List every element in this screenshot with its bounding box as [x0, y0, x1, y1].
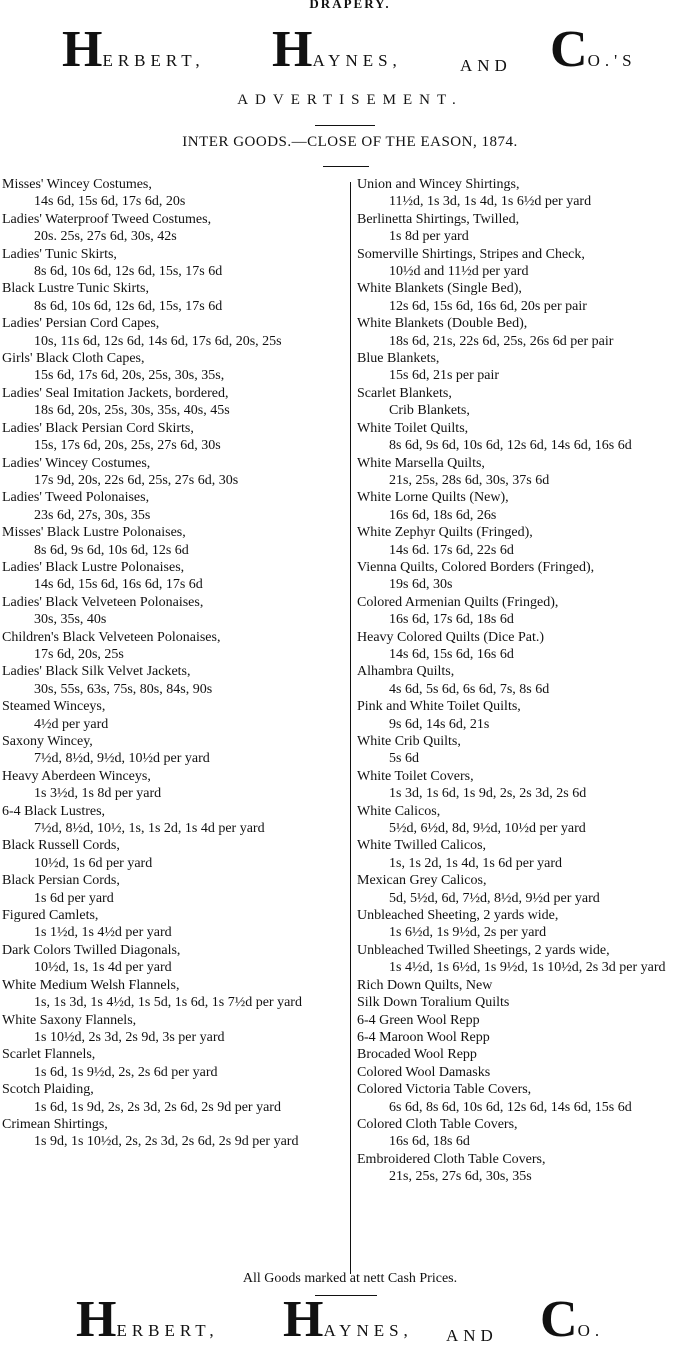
firm-word-4: CO.'S — [550, 21, 637, 78]
item-prices: 14s 6d, 15s 6d, 16s 6d — [389, 646, 514, 662]
item-name: Ladies' Tunic Skirts, — [2, 246, 117, 262]
item-name: Black Persian Cords, — [2, 873, 120, 889]
price-list-item — [357, 698, 700, 733]
item-name: Unbleached Twilled Sheetings, 2 yards wide, — [357, 942, 610, 958]
left-price-column — [2, 176, 348, 1151]
price-list-item — [357, 594, 700, 629]
item-name: White Twilled Calicos, — [357, 838, 487, 854]
firm-footer — [0, 1292, 700, 1356]
column-divider — [350, 182, 351, 1274]
price-list-item — [357, 1029, 700, 1046]
item-prices: 1s 6d, 1s 9d, 2s, 2s 3d, 2s 6d, 2s 9d per yard — [34, 1099, 281, 1115]
price-list-item — [2, 663, 348, 698]
firm-footer-word-3: AND — [446, 1326, 498, 1345]
item-name: Silk Down Toralium Quilts — [357, 995, 510, 1011]
item-name: White Toilet Quilts, — [357, 420, 469, 436]
firm-footer-word-1: HERBERT, — [76, 1291, 219, 1348]
item-prices: 8s 6d, 10s 6d, 12s 6d, 15s, 17s 6d — [34, 298, 223, 314]
firm-header — [0, 22, 700, 86]
item-name: Mexican Grey Calicos, — [357, 873, 487, 889]
title-rule — [315, 125, 375, 126]
price-list-item — [357, 489, 700, 524]
item-name: Berlinetta Shirtings, Twilled, — [357, 211, 520, 227]
item-prices: 20s. 25s, 27s 6d, 30s, 42s — [34, 229, 177, 245]
item-name: Vienna Quilts, Colored Borders (Fringed), — [357, 559, 595, 575]
price-list-item — [2, 768, 348, 803]
item-name: Embroidered Cloth Table Covers, — [357, 1151, 546, 1167]
item-name: Blue Blankets, — [357, 351, 440, 367]
item-prices: 14s 6d, 15s 6d, 17s 6d, 20s — [34, 194, 186, 210]
price-list-item — [357, 1081, 700, 1116]
firm-footer-word-4: CO. — [540, 1291, 605, 1348]
price-list-item — [2, 176, 348, 211]
item-name: Pink and White Toilet Quilts, — [357, 699, 521, 715]
item-name: Saxony Wincey, — [2, 734, 93, 749]
item-name: Somerville Shirtings, Stripes and Check, — [357, 246, 585, 262]
item-name: Alhambra Quilts, — [357, 664, 455, 680]
price-list-item — [357, 733, 700, 768]
price-list-item — [2, 211, 348, 246]
item-prices: 15s, 17s 6d, 20s, 25s, 27s 6d, 30s — [34, 438, 221, 454]
item-prices: 10s, 11s 6d, 12s 6d, 14s 6d, 17s 6d, 20s, 25s — [34, 333, 282, 349]
price-list-item — [2, 1116, 348, 1151]
price-list-item — [357, 385, 700, 420]
item-name: Scarlet Blankets, — [357, 385, 452, 401]
price-list-item — [357, 803, 700, 838]
item-prices: 17s 9d, 20s, 22s 6d, 25s, 27s 6d, 30s — [34, 472, 239, 488]
price-list-item — [2, 559, 348, 594]
item-name: Rich Down Quilts, New — [357, 977, 493, 993]
item-prices: 8s 6d, 9s 6d, 10s 6d, 12s 6d — [34, 542, 189, 558]
item-name: White Calicos, — [357, 803, 441, 819]
item-prices: 21s, 25s, 28s 6d, 30s, 37s 6d — [389, 472, 550, 488]
price-list-item — [2, 350, 348, 385]
item-name: Colored Cloth Table Covers, — [357, 1116, 518, 1132]
item-prices: 30s, 35s, 40s — [34, 612, 107, 628]
price-list-item — [2, 837, 348, 872]
item-name: Girls' Black Cloth Capes, — [2, 351, 145, 367]
price-list-item — [2, 803, 348, 838]
item-prices: 8s 6d, 9s 6d, 10s 6d, 12s 6d, 14s 6d, 16s 6d — [389, 438, 632, 454]
item-name: Scarlet Flannels, — [2, 1047, 96, 1063]
price-list-item — [2, 280, 348, 315]
item-name: Ladies' Waterproof Tweed Costumes, — [2, 211, 212, 227]
item-name: Colored Victoria Table Covers, — [357, 1082, 532, 1098]
item-name: Unbleached Sheeting, 2 yards wide, — [357, 908, 559, 924]
item-name: Ladies' Seal Imitation Jackets, bordered, — [2, 385, 229, 401]
item-prices: 19s 6d, 30s — [389, 577, 453, 593]
price-list-item — [357, 1151, 700, 1186]
price-list-item — [357, 994, 700, 1011]
footer-note: All Goods marked at nett Cash Prices. — [242, 1271, 458, 1286]
price-list-item — [357, 420, 700, 455]
item-prices: 16s 6d, 18s 6d — [389, 1134, 470, 1150]
price-list-item — [2, 629, 348, 664]
item-name: Colored Armenian Quilts (Fringed), — [357, 594, 559, 610]
item-name: Ladies' Tweed Polonaises, — [2, 490, 150, 506]
price-list-item — [357, 977, 700, 994]
item-prices: 10½d, 1s 6d per yard — [34, 855, 153, 871]
price-list-item — [357, 559, 700, 594]
item-prices: 6s 6d, 8s 6d, 10s 6d, 12s 6d, 14s 6d, 15s 6d — [389, 1099, 632, 1115]
advert-title: ADVERTISEMENT. — [237, 92, 463, 108]
item-prices: 15s 6d, 21s per pair — [389, 368, 500, 384]
price-list-item — [2, 594, 348, 629]
item-prices: 1s 6d per yard — [34, 890, 114, 906]
item-prices: 1s 6d, 1s 9½d, 2s, 2s 6d per yard — [34, 1064, 218, 1080]
price-list-item — [2, 1012, 348, 1047]
price-list-item — [357, 246, 700, 281]
item-prices: Crib Blankets, — [389, 403, 470, 419]
price-list-item — [2, 872, 348, 907]
price-list-item — [357, 629, 700, 664]
item-prices: 1s 1½d, 1s 4½d per yard — [34, 925, 172, 941]
item-prices: 16s 6d, 18s 6d, 26s — [389, 507, 497, 523]
item-name: White Blankets (Single Bed), — [357, 281, 522, 297]
season-heading: INTER GOODS.—CLOSE OF THE EASON, 1874. — [182, 134, 518, 150]
item-name: Ladies' Persian Cord Capes, — [2, 316, 160, 332]
item-name: Ladies' Black Velveteen Polonaises, — [2, 594, 204, 610]
price-list-item — [357, 1064, 700, 1081]
item-name: Brocaded Wool Repp — [357, 1047, 477, 1063]
item-name: White Lorne Quilts (New), — [357, 490, 509, 506]
item-prices: 7½d, 8½d, 10½, 1s, 1s 2d, 1s 4d per yard — [34, 821, 265, 837]
price-list-item — [2, 489, 348, 524]
item-name: Steamed Winceys, — [2, 699, 106, 715]
section-heading: DRAPERY. — [309, 0, 391, 11]
item-name: Crimean Shirtings, — [2, 1116, 108, 1132]
price-list-item — [2, 907, 348, 942]
item-name: 6-4 Maroon Wool Repp — [357, 1029, 490, 1045]
item-prices: 9s 6d, 14s 6d, 21s — [389, 716, 490, 732]
item-prices: 21s, 25s, 27s 6d, 30s, 35s — [389, 1169, 532, 1185]
price-list-item — [2, 524, 348, 559]
price-list-item — [357, 872, 700, 907]
item-name: Black Russell Cords, — [2, 838, 120, 854]
item-prices: 14s 6d, 15s 6d, 16s 6d, 17s 6d — [34, 577, 203, 593]
price-list-item — [2, 1081, 348, 1116]
item-prices: 23s 6d, 27s, 30s, 35s — [34, 507, 151, 523]
item-prices: 10½d and 11½d per yard — [389, 264, 529, 280]
item-prices: 16s 6d, 17s 6d, 18s 6d — [389, 612, 514, 628]
item-prices: 1s 10½d, 2s 3d, 2s 9d, 3s per yard — [34, 1029, 225, 1045]
price-list-item — [357, 1046, 700, 1063]
item-prices: 1s, 1s 2d, 1s 4d, 1s 6d per yard — [389, 855, 563, 871]
item-name: White Crib Quilts, — [357, 734, 461, 749]
item-name: Misses' Wincey Costumes, — [2, 177, 152, 192]
price-list-item — [357, 211, 700, 246]
item-prices: 17s 6d, 20s, 25s — [34, 646, 124, 662]
item-name: Children's Black Velveteen Polonaises, — [2, 629, 221, 645]
item-prices: 1s 3d, 1s 6d, 1s 9d, 2s, 2s 3d, 2s 6d — [389, 786, 587, 802]
item-name: White Blankets (Double Bed), — [357, 316, 528, 332]
item-name: White Toilet Covers, — [357, 768, 474, 784]
item-prices: 5d, 5½d, 6d, 7½d, 8½d, 9½d per yard — [389, 890, 600, 906]
price-list-item — [357, 1012, 700, 1029]
price-list-item — [2, 698, 348, 733]
firm-word-3: AND — [460, 56, 512, 75]
price-list-item — [357, 907, 700, 942]
item-name: Heavy Colored Quilts (Dice Pat.) — [357, 629, 545, 645]
item-prices: 18s 6d, 21s, 22s 6d, 25s, 26s 6d per pair — [389, 333, 614, 349]
item-prices: 5½d, 6½d, 8d, 9½d, 10½d per yard — [389, 821, 586, 837]
price-list-item — [357, 768, 700, 803]
item-name: 6-4 Black Lustres, — [2, 803, 106, 819]
item-name: Heavy Aberdeen Winceys, — [2, 768, 151, 784]
price-list-item — [357, 315, 700, 350]
item-name: White Medium Welsh Flannels, — [2, 977, 180, 993]
item-name: White Marsella Quilts, — [357, 455, 485, 471]
item-prices: 1s 3½d, 1s 8d per yard — [34, 786, 162, 802]
subhead-rule — [323, 166, 369, 167]
item-prices: 5s 6d — [389, 751, 419, 767]
item-name: 6-4 Green Wool Repp — [357, 1012, 480, 1028]
item-prices: 1s 9d, 1s 10½d, 2s, 2s 3d, 2s 6d, 2s 9d per yard — [34, 1134, 299, 1150]
item-prices: 10½d, 1s, 1s 4d per yard — [34, 960, 172, 976]
item-name: Ladies' Black Persian Cord Skirts, — [2, 420, 194, 436]
item-prices: 1s 4½d, 1s 6½d, 1s 9½d, 1s 10½d, 2s 3d per yard — [389, 960, 666, 976]
item-prices: 7½d, 8½d, 9½d, 10½d per yard — [34, 751, 210, 767]
price-list-item — [2, 977, 348, 1012]
item-name: Colored Wool Damasks — [357, 1064, 491, 1080]
price-list-item — [2, 385, 348, 420]
item-name: White Saxony Flannels, — [2, 1012, 137, 1028]
item-prices: 1s 8d per yard — [389, 229, 469, 245]
price-list-item — [2, 315, 348, 350]
price-list-item — [357, 280, 700, 315]
item-prices: 4s 6d, 5s 6d, 6s 6d, 7s, 8s 6d — [389, 681, 550, 697]
price-list-item — [357, 455, 700, 490]
price-list-item — [357, 350, 700, 385]
item-prices: 15s 6d, 17s 6d, 20s, 25s, 30s, 35s, — [34, 368, 225, 384]
price-list-item — [2, 246, 348, 281]
item-prices: 14s 6d. 17s 6d, 22s 6d — [389, 542, 514, 558]
price-list-item — [357, 837, 700, 872]
price-list-item — [357, 663, 700, 698]
item-name: White Zephyr Quilts (Fringed), — [357, 525, 533, 541]
item-prices: 1s 6½d, 1s 9½d, 2s per yard — [389, 925, 547, 941]
price-list-item — [2, 420, 348, 455]
item-name: Misses' Black Lustre Polonaises, — [2, 525, 186, 541]
item-prices: 12s 6d, 15s 6d, 16s 6d, 20s per pair — [389, 298, 587, 314]
price-list-item — [357, 1116, 700, 1151]
item-prices: 18s 6d, 20s, 25s, 30s, 35s, 40s, 45s — [34, 403, 230, 419]
item-name: Ladies' Black Lustre Polonaises, — [2, 559, 185, 575]
firm-word-1: HERBERT, — [62, 21, 205, 78]
price-list-item — [357, 942, 700, 977]
item-name: Dark Colors Twilled Diagonals, — [2, 942, 181, 958]
price-list-item — [2, 733, 348, 768]
right-price-column — [357, 176, 700, 1186]
item-name: Ladies' Wincey Costumes, — [2, 455, 151, 471]
item-prices: 4½d per yard — [34, 716, 109, 732]
item-prices: 1s, 1s 3d, 1s 4½d, 1s 5d, 1s 6d, 1s 7½d per yard — [34, 995, 302, 1011]
item-name: Ladies' Black Silk Velvet Jackets, — [2, 664, 191, 680]
item-prices: 8s 6d, 10s 6d, 12s 6d, 15s, 17s 6d — [34, 264, 223, 280]
item-name: Figured Camlets, — [2, 908, 99, 924]
price-list-item — [2, 942, 348, 977]
item-prices: 30s, 55s, 63s, 75s, 80s, 84s, 90s — [34, 681, 213, 697]
item-name: Black Lustre Tunic Skirts, — [2, 281, 150, 297]
price-list-item — [2, 455, 348, 490]
price-list-item — [357, 176, 700, 211]
price-list-item — [357, 524, 700, 559]
price-list-item — [2, 1046, 348, 1081]
firm-word-2: HAYNES, — [272, 21, 402, 78]
firm-footer-word-2: HAYNES, — [283, 1291, 413, 1348]
item-name: Union and Wincey Shirtings, — [357, 177, 520, 192]
item-prices: 11½d, 1s 3d, 1s 4d, 1s 6½d per yard — [389, 194, 592, 210]
item-name: Scotch Plaiding, — [2, 1082, 94, 1098]
